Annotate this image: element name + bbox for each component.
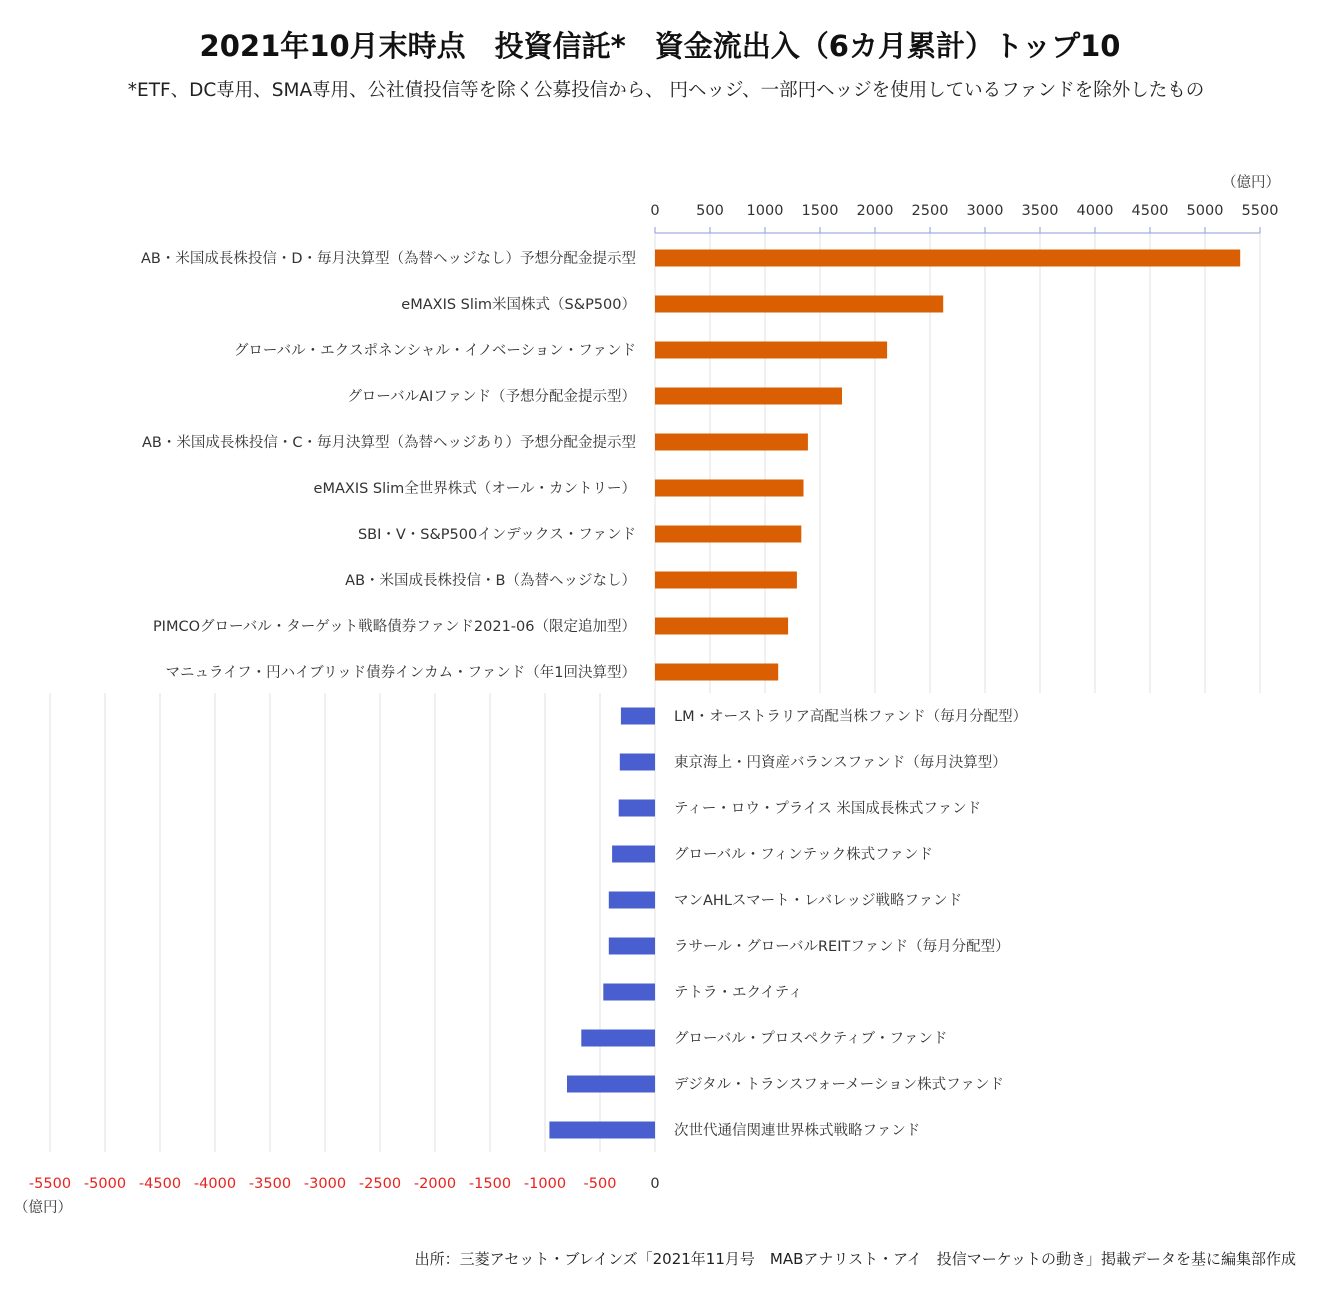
bottom-axis-tick-label: -3000 <box>303 1176 347 1192</box>
source-note: 出所：三菱アセット・ブレインズ「2021年11月号 MABアナリスト・アイ 投信マーケットの動き」掲載データを基に編集部作成 <box>414 1250 1296 1268</box>
outflow-bar <box>621 708 655 725</box>
top-axis-tick-label: 3000 <box>966 203 1004 219</box>
inflow-fund-label: グローバル・エクスポネンシャル・イノベーション・ファンド <box>233 343 636 359</box>
outflow-bar <box>620 754 655 771</box>
outflow-bar <box>612 846 655 863</box>
outflow-bar <box>609 938 655 955</box>
bottom-axis-tick-label: -5500 <box>28 1176 72 1192</box>
inflow-bar <box>655 526 801 543</box>
inflow-bar <box>655 250 1240 267</box>
bottom-axis-tick-label: -2000 <box>413 1176 457 1192</box>
bottom-axis-tick-label: 0 <box>650 1176 660 1192</box>
outflow-fund-label: ティー・ロウ・プライス 米国成長株式ファンド <box>674 801 982 817</box>
inflow-bar <box>655 296 943 313</box>
outflow-fund-label: 東京海上・円資産バランスファンド（毎月決算型） <box>674 755 1007 771</box>
top-axis-tick-label: 5500 <box>1241 203 1279 219</box>
inflow-fund-label: SBI・V・S&P500インデックス・ファンド <box>357 527 636 543</box>
inflow-bar <box>655 434 808 451</box>
inflow-bar <box>655 480 804 497</box>
top-axis-tick-label: 1000 <box>746 203 784 219</box>
bottom-axis-tick-label: -500 <box>583 1176 617 1192</box>
chart-title: 2021年10月末時点 投資信託* 資金流出入（6カ月累計）トップ10 <box>199 29 1121 63</box>
inflow-bar <box>655 342 887 359</box>
top-axis-tick-label: 4500 <box>1131 203 1169 219</box>
outflow-fund-label: デジタル・トランスフォーメーション株式ファンド <box>674 1077 1004 1093</box>
outflow-fund-label: マンAHLスマート・レバレッジ戦略ファンド <box>674 893 963 909</box>
bottom-axis-tick-label: -5000 <box>83 1176 127 1192</box>
outflow-bar <box>581 1030 655 1047</box>
top-axis-tick-label: 1500 <box>801 203 839 219</box>
bottom-axis-tick-label: -3500 <box>248 1176 292 1192</box>
bottom-axis-tick-label: -4000 <box>193 1176 237 1192</box>
bottom-axis-tick-label: -4500 <box>138 1176 182 1192</box>
top-axis-tick-label: 3500 <box>1021 203 1059 219</box>
outflow-fund-label: 次世代通信関連世界株式戦略ファンド <box>674 1123 921 1139</box>
top-axis-tick-label: 4000 <box>1076 203 1114 219</box>
inflow-bar <box>655 618 788 635</box>
bottom-axis-tick-label: -1000 <box>523 1176 567 1192</box>
inflow-fund-label: eMAXIS Slim米国株式（S&P500） <box>401 297 636 313</box>
top-axis-unit: （億円） <box>1222 175 1280 191</box>
inflow-bar <box>655 388 842 405</box>
top-axis-tick-label: 500 <box>696 203 724 219</box>
inflow-fund-label: AB・米国成長株投信・B（為替ヘッジなし） <box>345 573 636 589</box>
outflow-bar <box>549 1122 655 1139</box>
outflow-fund-label: グローバル・プロスペクティブ・ファンド <box>674 1031 948 1047</box>
outflow-bar <box>567 1076 655 1093</box>
bottom-axis-unit: （億円） <box>14 1200 72 1216</box>
inflow-fund-label: グローバルAIファンド（予想分配金提示型） <box>347 389 636 405</box>
inflow-bar <box>655 572 797 589</box>
chart-subtitle: *ETF、DC専用、SMA専用、公社債投信等を除く公募投信から、 円ヘッジ、一部円ヘッジを使用しているファンドを除外したもの <box>127 80 1205 101</box>
inflow-fund-label: eMAXIS Slim全世界株式（オール・カントリー） <box>313 481 636 497</box>
top-axis-tick-label: 2500 <box>911 203 949 219</box>
inflow-bar <box>655 664 778 681</box>
outflow-fund-label: LM・オーストラリア高配当株ファンド（毎月分配型） <box>674 709 1028 725</box>
bottom-axis-tick-label: -2500 <box>358 1176 402 1192</box>
outflow-fund-label: テトラ・エクイティ <box>674 985 803 1001</box>
outflow-fund-label: グローバル・フィンテック株式ファンド <box>674 847 933 863</box>
top-axis-tick-label: 0 <box>650 203 660 219</box>
top-axis-tick-label: 2000 <box>856 203 894 219</box>
inflow-fund-label: AB・米国成長株投信・C・毎月決算型（為替ヘッジあり）予想分配金提示型 <box>142 435 636 451</box>
top-axis-tick-label: 5000 <box>1186 203 1224 219</box>
bottom-axis-tick-label: -1500 <box>468 1176 512 1192</box>
inflow-fund-label: AB・米国成長株投信・D・毎月決算型（為替ヘッジなし）予想分配金提示型 <box>140 251 636 267</box>
outflow-bar <box>619 800 655 817</box>
inflow-fund-label: マニュライフ・円ハイブリッド債券インカム・ファンド（年1回決算型） <box>165 665 636 681</box>
outflow-fund-label: ラサール・グローバルREITファンド（毎月分配型） <box>674 939 1010 955</box>
outflow-bar <box>603 984 655 1001</box>
inflow-fund-label: PIMCOグローバル・ターゲット戦略債券ファンド2021-06（限定追加型） <box>152 619 636 635</box>
outflow-bar <box>609 892 655 909</box>
